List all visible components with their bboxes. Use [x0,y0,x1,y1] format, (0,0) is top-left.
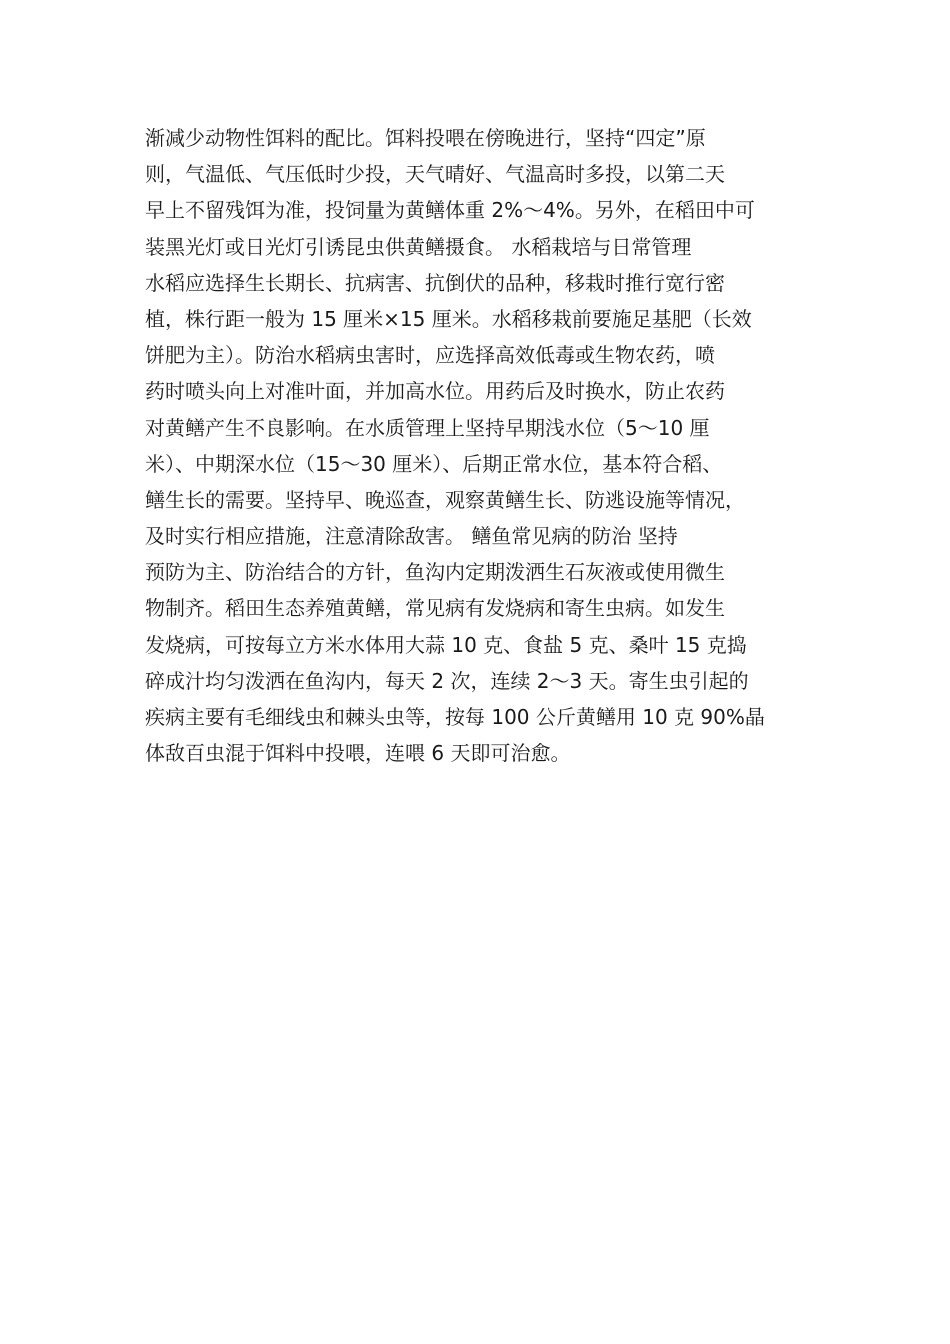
text-line: 植，株行距一般为 15 厘米×15 厘米。水稻移栽前要施足基肥（长效 [145,306,752,331]
text-line: 米）、中期深水位（15～30 厘米）、后期正常水位，基本符合稻、 [145,451,723,476]
text-line: 碎成汁均匀泼洒在鱼沟内，每天 2 次，连续 2～3 天。寄生虫引起的 [145,668,749,693]
text-line: 鳝生长的需要。坚持早、晚巡查，观察黄鳝生长、防逃设施等情况， [145,487,745,512]
text-line: 渐减少动物性饵料的配比。饵料投喂在傍晚进行，坚持“四定”原 [145,126,706,150]
text-line: 预防为主、防治结合的方针，鱼沟内定期泼洒生石灰液或使用微生 [145,560,725,585]
text-line: 水稻应选择生长期长、抗病害、抗倒伏的品种，移栽时推行宽行密 [145,270,725,295]
text-line: 体敌百虫混于饵料中投喂，连喂 6 天即可治愈。 [145,741,571,766]
text-line: 饼肥为主）。防治水稻病虫害时，应选择高效低毒或生物农药，喷 [145,343,715,368]
text-line: 早上不留残饵为准，投饲量为黄鳝体重 2%～4%。另外，在稻田中可 [145,198,755,223]
text-line: 疾病主要有毛细线虫和棘头虫等，按每 100 公斤黄鳝用 10 克 90%晶 [145,705,765,729]
text-line: 装黑光灯或日光灯引诱昆虫供黄鳝摄食。 水稻栽培与日常管理 [145,234,692,259]
text-line: 及时实行相应措施，注意清除敌害。 鳝鱼常见病的防治 坚持 [145,524,678,549]
body-text [145,120,825,771]
text-line: 则，气温低、气压低时少投，天气晴好、气温高时多投，以第二天 [145,162,725,187]
text-line: 物制齐。稻田生态养殖黄鳝，常见病有发烧病和寄生虫病。如发生 [145,596,725,621]
text-line: 药时喷头向上对准叶面，并加高水位。用药后及时换水，防止农药 [145,379,725,404]
text-line: 对黄鳝产生不良影响。在水质管理上坚持早期浅水位（5～10 厘 [145,415,710,440]
text-line: 发烧病，可按每立方米水体用大蒜 10 克、食盐 5 克、桑叶 15 克捣 [145,632,747,657]
